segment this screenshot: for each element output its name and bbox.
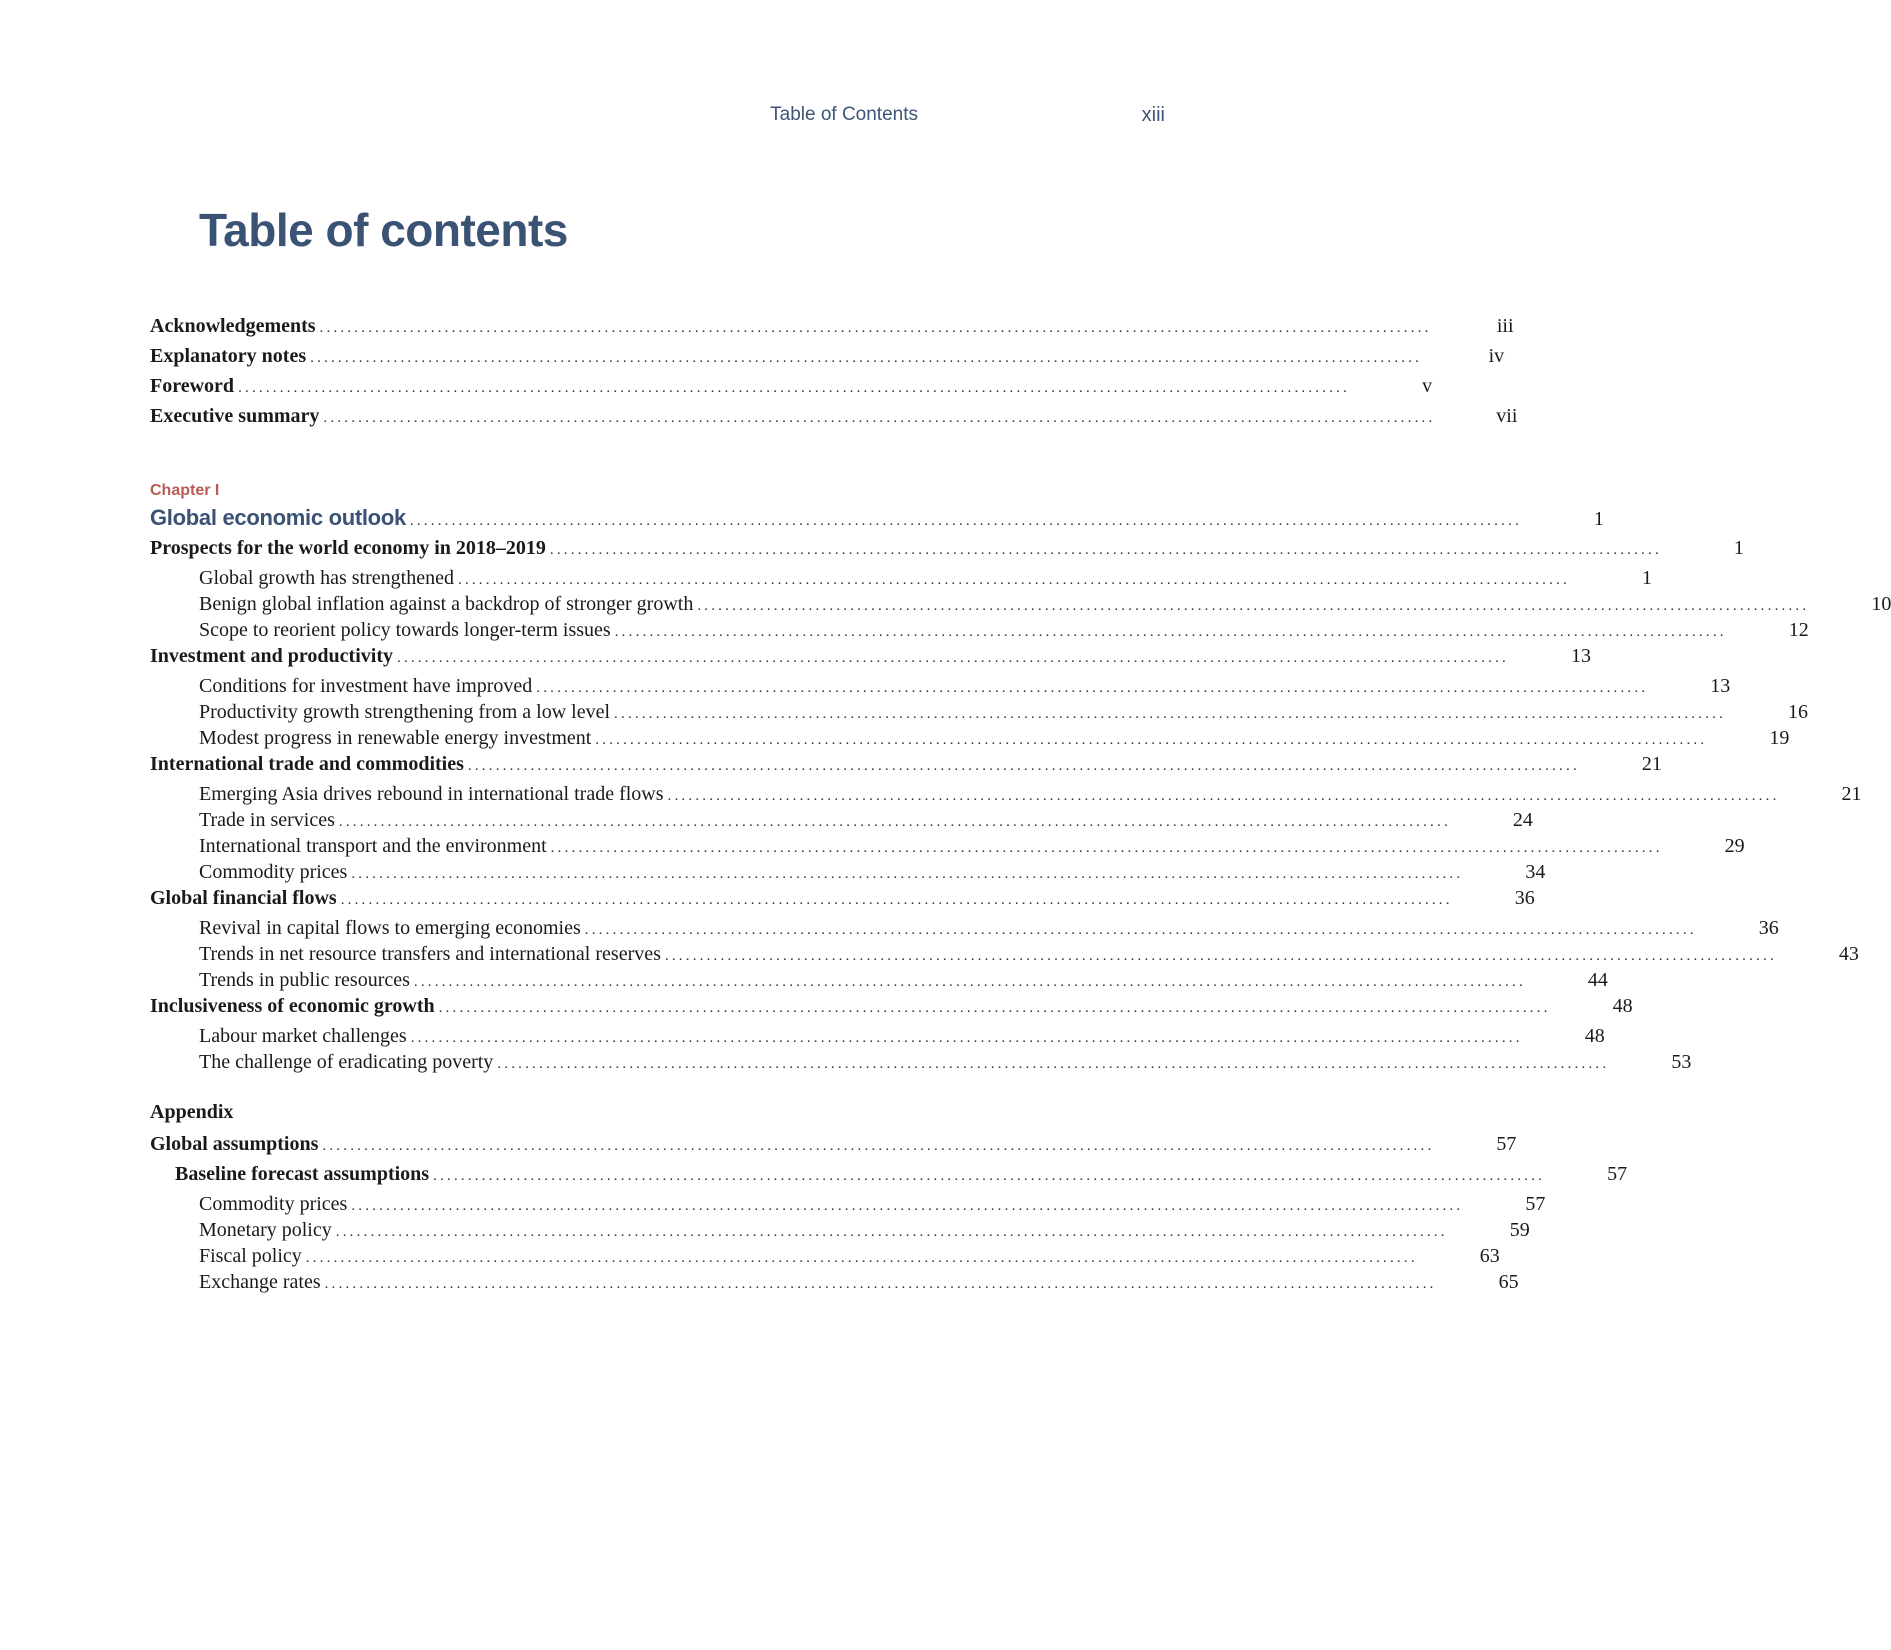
- toc-subentry[interactable]: [199, 967, 1608, 993]
- dot-leader: ................................................................................................................................................................: [323, 410, 1436, 426]
- dot-leader: ................................................................................................................................................................: [322, 1138, 1435, 1154]
- toc-entry-page: 48: [1584, 1025, 1605, 1047]
- toc-subentry[interactable]: [199, 941, 1859, 967]
- toc-entry[interactable]: [150, 751, 1662, 777]
- toc-entry[interactable]: [150, 643, 1591, 669]
- toc-entry-page: 12: [1788, 619, 1809, 641]
- toc-entry-page: 24: [1512, 809, 1533, 831]
- toc-subentry[interactable]: [199, 591, 1891, 617]
- toc-entry[interactable]: [150, 373, 1433, 399]
- dot-leader: ................................................................................................................................................................: [595, 732, 1708, 748]
- dot-leader: ................................................................................................................................................................: [338, 814, 1451, 830]
- toc-subentry[interactable]: [199, 833, 1745, 859]
- toc-subentry[interactable]: [199, 1269, 1519, 1295]
- toc-entry-page: 59: [1509, 1219, 1530, 1241]
- toc-subentry[interactable]: [199, 781, 1862, 807]
- toc-entry-label: Conditions for investment have improved: [199, 675, 533, 697]
- toc-entry-page: 44: [1587, 969, 1608, 991]
- dot-leader: ................................................................................................................................................................: [310, 350, 1423, 366]
- toc-entry-label: Global growth has strengthened: [199, 567, 454, 589]
- running-head-page-number: xiii: [1141, 104, 1165, 126]
- dot-leader: ................................................................................................................................................................: [324, 1276, 1437, 1292]
- toc-subentry[interactable]: [199, 1023, 1605, 1049]
- toc-entry-page: v: [1422, 375, 1433, 397]
- toc-subentry[interactable]: [199, 1049, 1692, 1075]
- toc-entry-label: Investment and productivity: [150, 645, 393, 667]
- toc-entry-label: Commodity prices: [199, 1193, 348, 1215]
- toc-entry-page: 1: [1593, 508, 1604, 530]
- chapter-kicker: Chapter I: [150, 482, 220, 499]
- toc-entry-page: 57: [1525, 1193, 1546, 1215]
- toc-entry-page: 21: [1841, 783, 1862, 805]
- dot-leader: ................................................................................................................................................................: [351, 866, 1464, 882]
- dot-leader: ................................................................................................................................................................: [438, 1000, 1551, 1016]
- dot-leader: ................................................................................................................................................................: [584, 922, 1697, 938]
- toc-entry-page: vii: [1496, 405, 1518, 427]
- toc-entry-label: Monetary policy: [199, 1219, 332, 1241]
- dot-leader: ................................................................................................................................................................: [467, 758, 1580, 774]
- toc-entry-label: Prospects for the world economy in 2018–2019: [150, 537, 546, 559]
- dot-leader: ................................................................................................................................................................: [340, 892, 1453, 908]
- toc-entry-label: Modest progress in renewable energy investment: [199, 727, 592, 749]
- dot-leader: ................................................................................................................................................................: [397, 650, 1509, 666]
- toc-subentry[interactable]: [199, 807, 1533, 833]
- toc-entry[interactable]: [150, 343, 1505, 369]
- appendix-heading: Appendix: [150, 1101, 234, 1123]
- toc-entry-page: 63: [1479, 1245, 1500, 1267]
- toc-entry-label: Trends in net resource transfers and international reserves: [199, 943, 661, 965]
- dot-leader: ................................................................................................................................................................: [667, 788, 1780, 804]
- toc-entry[interactable]: [150, 1131, 1517, 1157]
- toc-entry-page: 10: [1871, 593, 1891, 615]
- toc-entry-label: Productivity growth strengthening from a low level: [199, 701, 611, 723]
- toc-subentry[interactable]: [199, 725, 1790, 751]
- toc-entry-label: Emerging Asia drives rebound in international trade flows: [199, 783, 664, 805]
- dot-leader: ................................................................................................................................................................: [614, 706, 1727, 722]
- toc-subentry[interactable]: [199, 617, 1809, 643]
- dot-leader: ................................................................................................................................................................: [238, 380, 1351, 396]
- toc-entry-page: 1: [1641, 567, 1652, 589]
- toc-subentry[interactable]: [199, 1243, 1500, 1269]
- dot-leader: ................................................................................................................................................................: [664, 948, 1777, 964]
- toc-entry-page: 29: [1724, 835, 1745, 857]
- dot-leader: ................................................................................................................................................................: [319, 320, 1432, 336]
- toc-subentry[interactable]: [199, 1191, 1546, 1217]
- toc-entry-page: iv: [1488, 345, 1505, 367]
- toc-entry-label: Explanatory notes: [150, 345, 307, 367]
- dot-leader: ................................................................................................................................................................: [413, 974, 1526, 990]
- toc-entry-page: 48: [1612, 995, 1633, 1017]
- toc-entry-page: 13: [1710, 675, 1731, 697]
- toc-subentry[interactable]: [199, 859, 1546, 885]
- toc-entry-page: 16: [1788, 701, 1809, 723]
- toc-entry-page: 65: [1498, 1271, 1519, 1293]
- dot-leader: ................................................................................................................................................................: [550, 840, 1663, 856]
- toc-entry[interactable]: [150, 993, 1633, 1019]
- toc-entry-label: Scope to reorient policy towards longer-term issues: [199, 619, 611, 641]
- toc-entry-label: Global assumptions: [150, 1133, 319, 1155]
- toc-entry-label: International transport and the environment: [199, 835, 547, 857]
- toc-entry-label: Benign global inflation against a backdrop of stronger growth: [199, 593, 694, 615]
- toc-entry-page: 1: [1733, 537, 1744, 559]
- dot-leader: ................................................................................................................................................................: [335, 1224, 1448, 1240]
- toc-entry-page: 36: [1758, 917, 1779, 939]
- toc-entry[interactable]: [175, 1161, 1628, 1187]
- toc-entry-page: 57: [1607, 1163, 1628, 1185]
- toc-entry-label: Trade in services: [199, 809, 335, 831]
- dot-leader: ................................................................................................................................................................: [351, 1198, 1464, 1214]
- toc-entry-label: Foreword: [150, 375, 235, 397]
- toc-entry[interactable]: [150, 535, 1744, 561]
- dot-leader: ................................................................................................................................................................: [697, 598, 1810, 614]
- toc-entry-page: 19: [1769, 727, 1790, 749]
- toc-entry-page: 13: [1571, 645, 1591, 667]
- toc-entry-label: Acknowledgements: [150, 315, 316, 337]
- running-head-title: Table of Contents: [770, 104, 918, 125]
- toc-entry[interactable]: [150, 885, 1535, 911]
- toc-entry[interactable]: [150, 403, 1518, 429]
- toc-entry-page: 57: [1496, 1133, 1517, 1155]
- toc-entry-label: Global financial flows: [150, 887, 337, 909]
- toc-entry-label: International trade and commodities: [150, 753, 464, 775]
- toc-chapter-entry[interactable]: [150, 505, 1604, 531]
- toc-entry-page: 43: [1838, 943, 1859, 965]
- dot-leader: ................................................................................................................................................................: [457, 572, 1570, 588]
- toc-subentry[interactable]: [199, 1217, 1530, 1243]
- dot-leader: ................................................................................................................................................................: [536, 680, 1649, 696]
- toc-entry-page: 36: [1514, 887, 1535, 909]
- toc-entry-label: Baseline forecast assumptions: [175, 1163, 430, 1185]
- toc-chapter-title: Global economic outlook: [150, 505, 406, 530]
- toc-entry-page: 34: [1525, 861, 1546, 883]
- toc-entry-label: Commodity prices: [199, 861, 348, 883]
- toc-entry-label: Trends in public resources: [199, 969, 410, 991]
- dot-leader: ................................................................................................................................................................: [305, 1250, 1418, 1266]
- toc-entry-label: Executive summary: [150, 405, 320, 427]
- toc-entry-label: Inclusiveness of economic growth: [150, 995, 435, 1017]
- dot-leader: ................................................................................................................................................................: [614, 624, 1727, 640]
- dot-leader: ................................................................................................................................................................: [497, 1056, 1610, 1072]
- toc-entry-page: iii: [1496, 315, 1514, 337]
- toc-entry-label: Fiscal policy: [199, 1245, 302, 1267]
- toc-subentry[interactable]: [199, 915, 1779, 941]
- toc-entry-label: Revival in capital flows to emerging economies: [199, 917, 581, 939]
- toc-subentry[interactable]: [199, 699, 1809, 725]
- page-title: Table of contents: [199, 204, 568, 256]
- toc-entry-label: The challenge of eradicating poverty: [199, 1051, 494, 1073]
- toc-subentry[interactable]: [199, 565, 1652, 591]
- toc-entry-page: 53: [1671, 1051, 1692, 1073]
- toc-entry-label: Exchange rates: [199, 1271, 321, 1293]
- dot-leader: ................................................................................................................................................................: [433, 1168, 1546, 1184]
- toc-entry-label: Labour market challenges: [199, 1025, 407, 1047]
- dot-leader: ................................................................................................................................................................: [549, 542, 1662, 558]
- dot-leader: ................................................................................................................................................................: [410, 1030, 1523, 1046]
- toc-entry-page: 21: [1641, 753, 1662, 775]
- toc-entry[interactable]: [150, 313, 1514, 339]
- toc-subentry[interactable]: [199, 673, 1731, 699]
- dot-leader: ................................................................................................................................................................: [409, 513, 1522, 529]
